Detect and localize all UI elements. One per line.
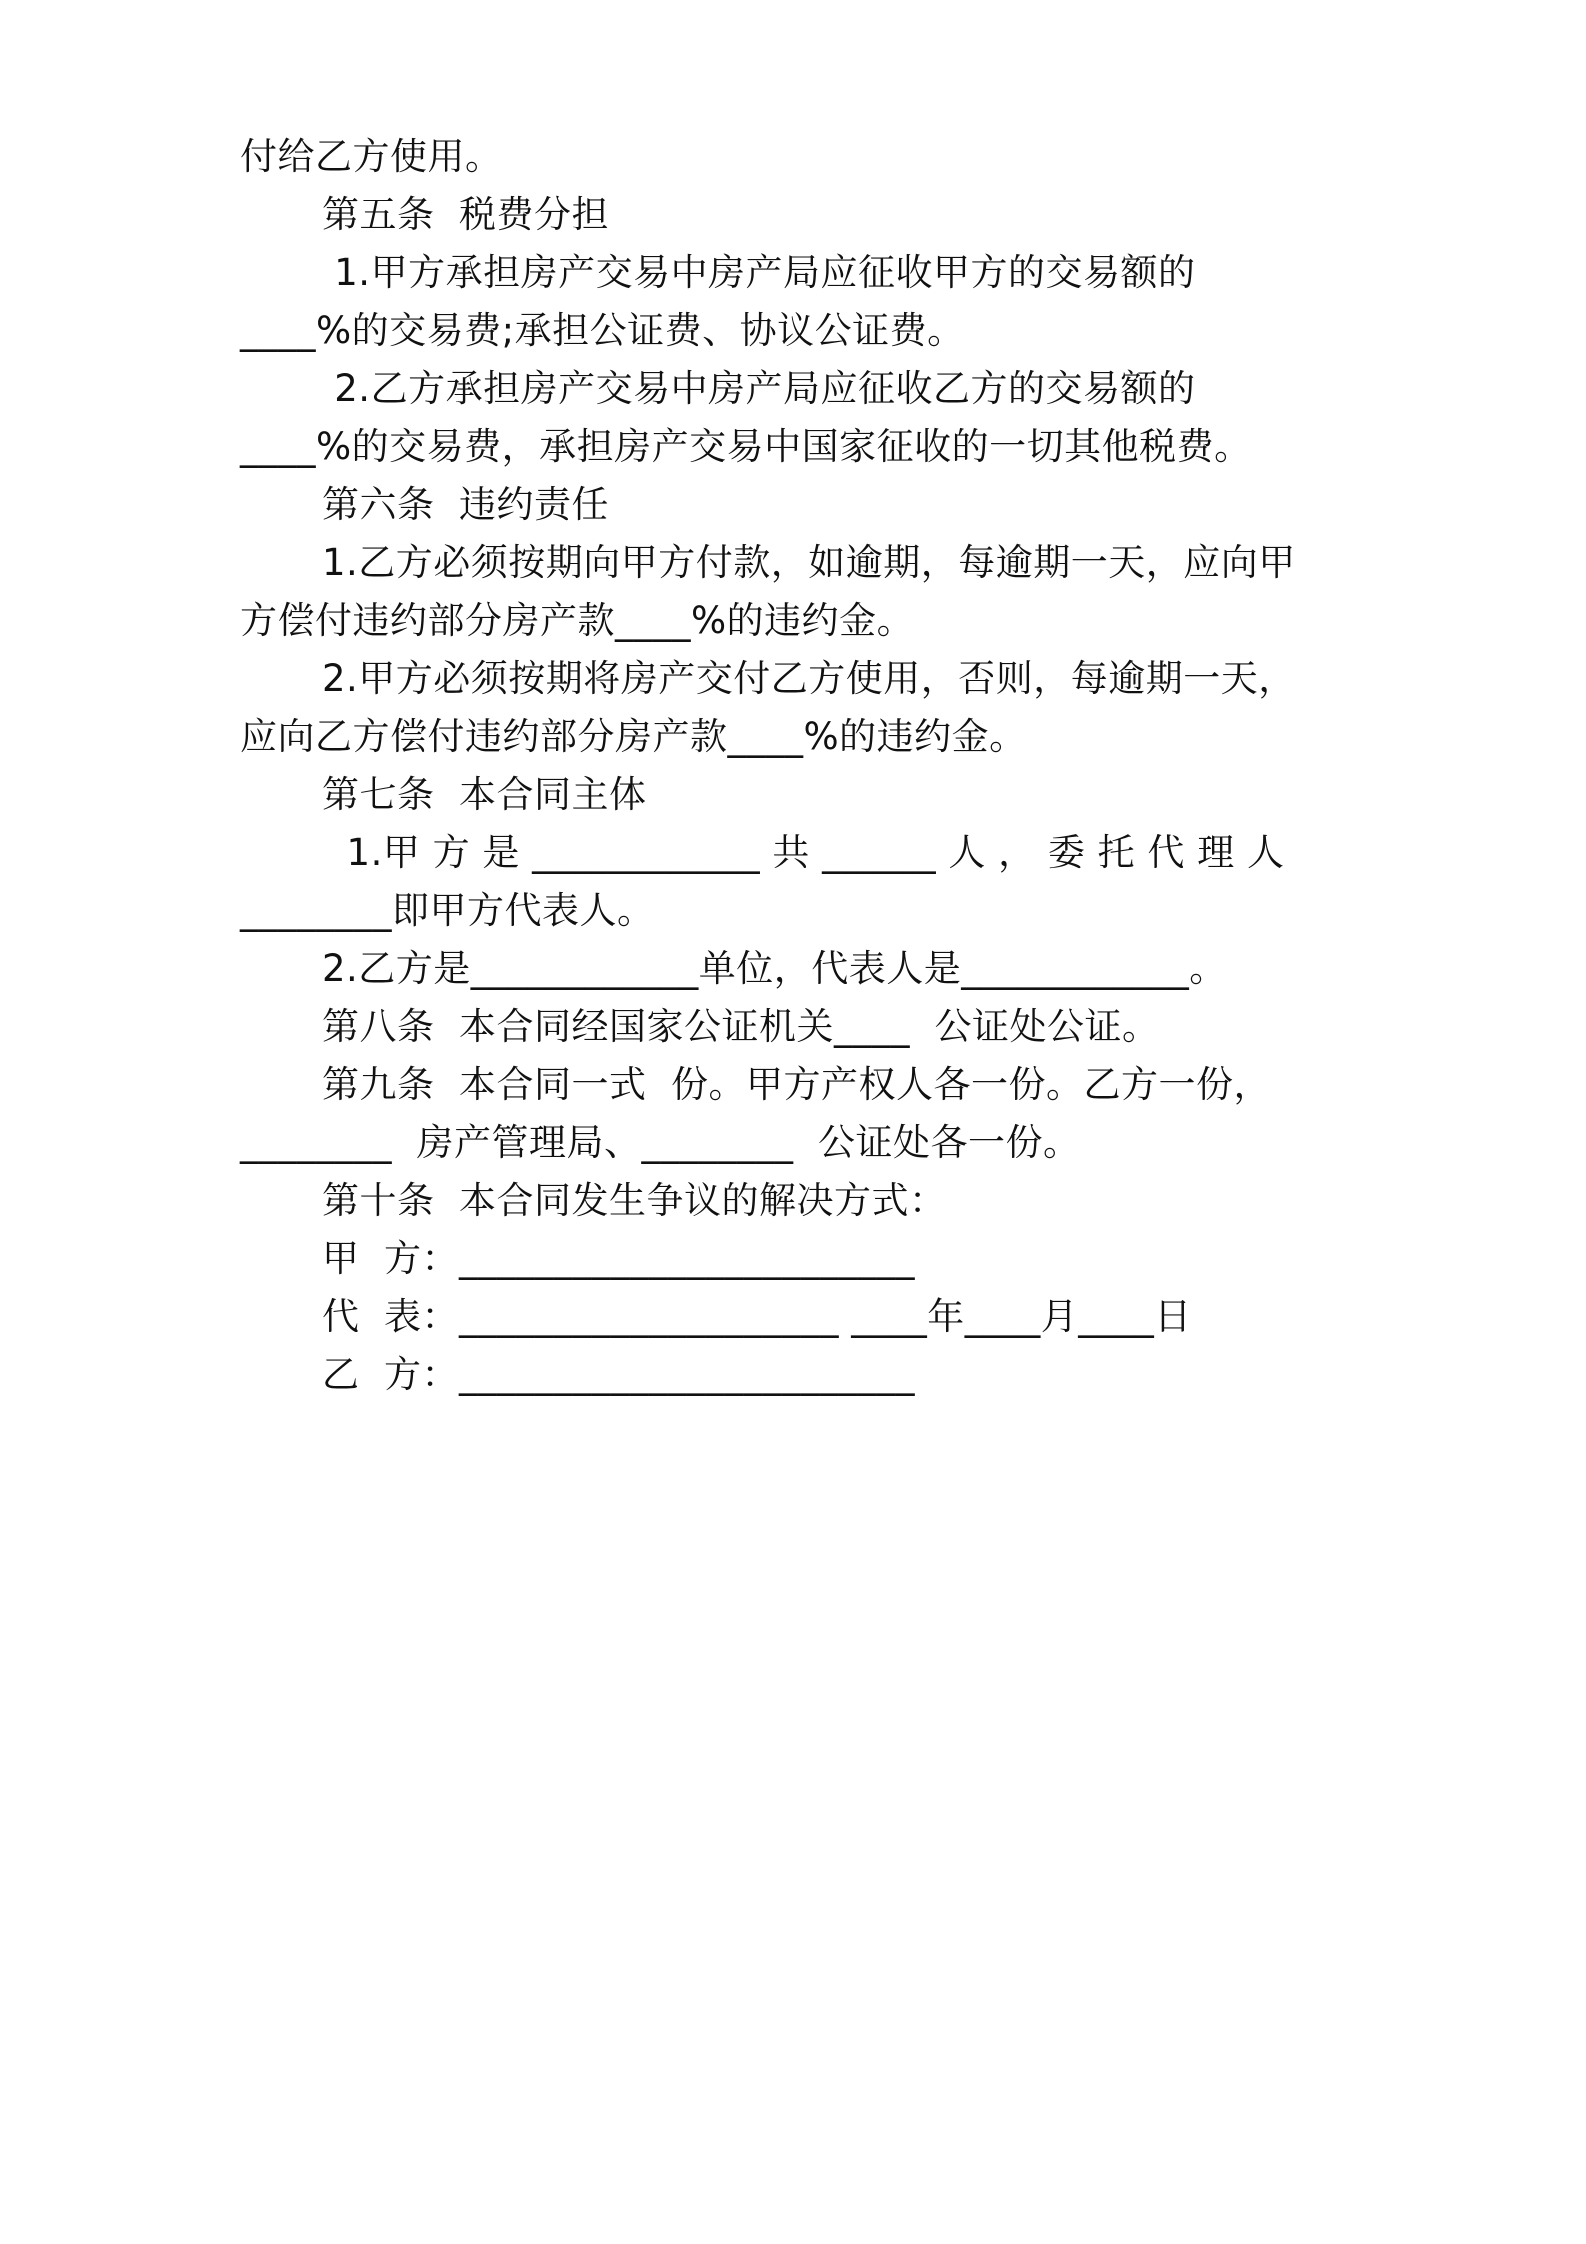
party-a-signature-line: 甲 方：________________________ [322, 1237, 916, 1280]
article-6-clause-2-line-1: 2.甲方必须按期将房产交付乙方使用，否则，每逾期一天， [322, 657, 1296, 700]
article-6-heading: 第六条 违约责任 [322, 483, 610, 526]
article-7-clause-2: 2.乙方是____________单位，代表人是____________。 [322, 947, 1227, 990]
party-b-signature-line: 乙 方：________________________ [322, 1353, 916, 1396]
article-5-clause-1-line-1: 1.甲方承担房产交易中房产局应征收甲方的交易额的 [322, 251, 1196, 294]
article-7-heading: 第七条 本合同主体 [322, 773, 647, 816]
article-5-heading: 第五条 税费分担 [322, 193, 610, 236]
article-9-line-2: ________ 房产管理局、________ 公证处各一份。 [240, 1121, 1081, 1164]
article-8: 第八条 本合同经国家公证机关____ 公证处公证。 [322, 1005, 1160, 1048]
article-5-clause-1-line-2: ____%的交易费;承担公证费、协议公证费。 [240, 309, 965, 352]
article-6-clause-1-line-1: 1.乙方必须按期向甲方付款，如逾期，每逾期一天，应向甲 [322, 541, 1296, 584]
representative-signature-date-line: 代 表：____________________ ____年____月____日 [322, 1295, 1192, 1338]
article-6-clause-2-line-2: 应向乙方偿付违约部分房产款____%的违约金。 [240, 715, 1027, 758]
article-7-clause-1-line-1: 1.甲 方 是 ____________ 共 ______ 人 ， 委 托 代 理 人 [322, 831, 1285, 874]
article-7-clause-1-line-2: ________即甲方代表人。 [240, 889, 655, 932]
article-5-clause-2-line-1: 2.乙方承担房产交易中房产局应征收乙方的交易额的 [322, 367, 1196, 410]
article-10-heading: 第十条 本合同发生争议的解决方式： [322, 1179, 947, 1222]
article-5-clause-2-line-2: ____%的交易费，承担房产交易中国家征收的一切其他税费。 [240, 425, 1252, 468]
article-9-line-1: 第九条 本合同一式 份。甲方产权人各一份。乙方一份， [322, 1063, 1272, 1106]
paragraph-continuation: 付给乙方使用。 [240, 135, 503, 178]
article-6-clause-1-line-2: 方偿付违约部分房产款____%的违约金。 [240, 599, 915, 642]
